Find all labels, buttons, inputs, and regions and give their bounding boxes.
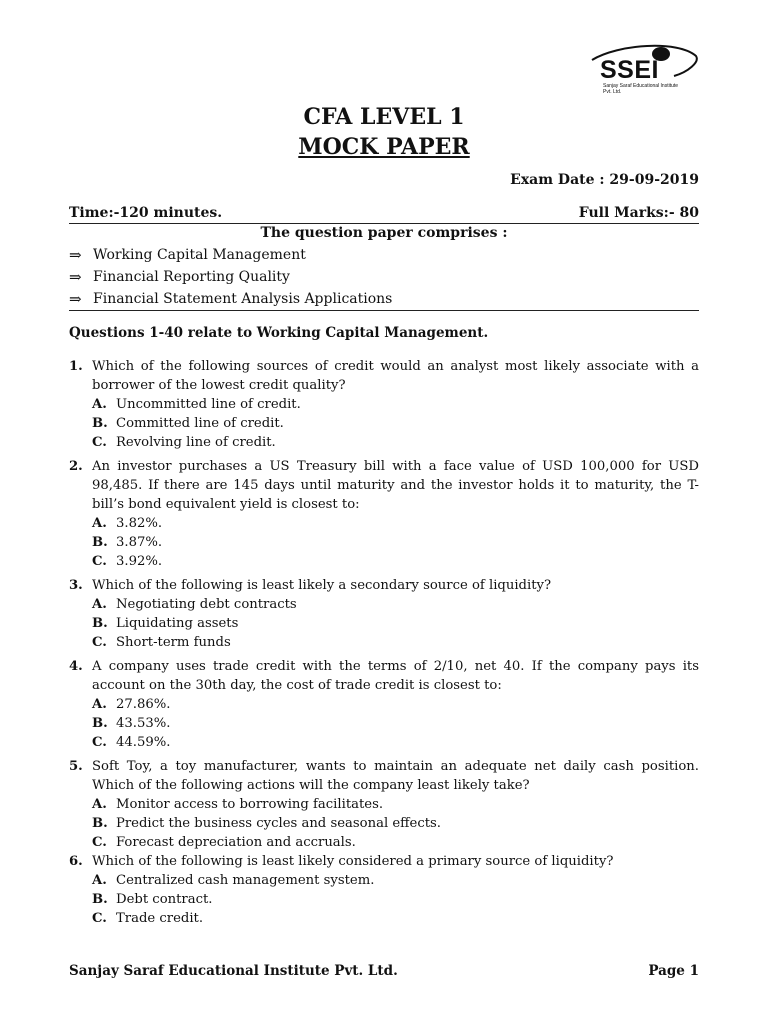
- answer-option: [92, 833, 699, 852]
- answer-option: [92, 595, 699, 614]
- option-text: 3.87%.: [116, 535, 163, 550]
- question-number: 3.: [69, 578, 83, 593]
- answer-option: [92, 552, 699, 571]
- answer-option: [92, 814, 699, 833]
- question-stem: An investor purchases a US Treasury bill with a face value of USD 100,000 for USD 98,485. If there are 145 days until maturity and the investor holds it to maturity, the T-bill’s bond equivalent yield is closest to:: [92, 459, 699, 512]
- topic-list: [69, 244, 699, 310]
- answer-option: [92, 733, 699, 752]
- question-stem: Which of the following is least likely considered a primary source of liquidity?: [92, 854, 614, 869]
- logo-subtext: Sanjay Saraf Educational Institute Pvt. Ltd.: [603, 83, 679, 95]
- option-text: Short-term funds: [116, 635, 231, 650]
- option-text: Debt contract.: [116, 892, 213, 907]
- footer-institute: Sanjay Saraf Educational Institute Pvt. Ltd.: [69, 963, 398, 979]
- section-heading: Questions 1-40 relate to Working Capital Management.: [69, 325, 489, 341]
- answer-option: [92, 695, 699, 714]
- option-text: 27.86%.: [116, 697, 171, 712]
- option-text: Liquidating assets: [116, 616, 239, 631]
- topic-item: [69, 266, 699, 288]
- option-text: 43.53%.: [116, 716, 171, 731]
- question-item: [69, 457, 699, 571]
- exam-date: Exam Date : 29-09-2019: [510, 172, 699, 188]
- option-letter: C.: [92, 554, 107, 569]
- full-marks: Full Marks:- 80: [578, 205, 699, 221]
- option-letter: C.: [92, 911, 107, 926]
- option-letter: B.: [92, 616, 108, 631]
- page-number: Page 1: [648, 963, 699, 979]
- comprises-heading: The question paper comprises :: [260, 225, 508, 241]
- answer-option: [92, 433, 699, 452]
- option-letter: C.: [92, 835, 107, 850]
- option-text: Centralized cash management system.: [116, 873, 375, 888]
- question-item: [69, 357, 699, 452]
- option-letter: C.: [92, 635, 107, 650]
- document-title: CFA LEVEL 1: [303, 104, 465, 130]
- question-list: [69, 357, 699, 928]
- topic-label: Working Capital Management: [93, 247, 306, 263]
- question-item: [69, 757, 699, 852]
- question-stem: A company uses trade credit with the terms of 2/10, net 40. If the company pays its account on the 30th day, the cost of trade credit is closest to:: [92, 659, 699, 693]
- logo-text: SSEI: [600, 56, 659, 84]
- answer-option: [92, 909, 699, 928]
- option-text: Predict the business cycles and seasonal effects.: [116, 816, 441, 831]
- double-arrow-icon: ⇒: [69, 268, 82, 286]
- topic-label: Financial Reporting Quality: [93, 269, 290, 285]
- answer-option: [92, 795, 699, 814]
- question-stem: Which of the following is least likely a secondary source of liquidity?: [92, 578, 552, 593]
- option-letter: C.: [92, 435, 107, 450]
- question-item: [69, 852, 699, 928]
- answer-option: [92, 890, 699, 909]
- option-text: Forecast depreciation and accruals.: [116, 835, 356, 850]
- topic-item: [69, 244, 699, 266]
- question-number: 6.: [69, 854, 83, 869]
- answer-option: [92, 614, 699, 633]
- answer-option: [92, 533, 699, 552]
- answer-option: [92, 395, 699, 414]
- option-text: Negotiating debt contracts: [116, 597, 297, 612]
- time-marks-bar: [69, 205, 699, 224]
- option-letter: A.: [92, 873, 107, 888]
- answer-option: [92, 633, 699, 652]
- question-item: [69, 657, 699, 752]
- option-letter: A.: [92, 516, 107, 531]
- option-letter: A.: [92, 797, 107, 812]
- topic-label: Financial Statement Analysis Applications: [93, 291, 393, 307]
- option-letter: A.: [92, 597, 107, 612]
- option-text: Revolving line of credit.: [116, 435, 276, 450]
- answer-option: [92, 514, 699, 533]
- option-text: Monitor access to borrowing facilitates.: [116, 797, 384, 812]
- question-stem: Soft Toy, a toy manufacturer, wants to maintain an adequate net daily cash position. Which of the following actions will the company least likely take?: [92, 759, 699, 793]
- option-letter: B.: [92, 816, 108, 831]
- option-text: Trade credit.: [116, 911, 204, 926]
- option-text: 3.92%.: [116, 554, 163, 569]
- option-letter: B.: [92, 716, 108, 731]
- topic-item: [69, 288, 699, 310]
- document-subtitle: MOCK PAPER: [298, 134, 470, 160]
- option-text: 44.59%.: [116, 735, 171, 750]
- divider: [69, 310, 699, 311]
- exam-time: Time:-120 minutes.: [69, 205, 223, 221]
- option-letter: B.: [92, 416, 108, 431]
- option-letter: C.: [92, 735, 107, 750]
- option-letter: B.: [92, 892, 108, 907]
- question-number: 4.: [69, 659, 83, 674]
- option-letter: B.: [92, 535, 108, 550]
- option-text: Committed line of credit.: [116, 416, 284, 431]
- answer-option: [92, 871, 699, 890]
- answer-option: [92, 414, 699, 433]
- question-number: 5.: [69, 759, 83, 774]
- option-text: Uncommitted line of credit.: [116, 397, 301, 412]
- answer-option: [92, 714, 699, 733]
- question-item: [69, 576, 699, 652]
- option-text: 3.82%.: [116, 516, 163, 531]
- question-stem: Which of the following sources of credit would an analyst most likely associate with a borrower of the lowest credit quality?: [92, 359, 699, 393]
- option-letter: A.: [92, 397, 107, 412]
- double-arrow-icon: ⇒: [69, 246, 82, 264]
- question-number: 1.: [69, 359, 83, 374]
- option-letter: A.: [92, 697, 107, 712]
- ssei-logo: [588, 42, 700, 96]
- double-arrow-icon: ⇒: [69, 290, 82, 308]
- question-number: 2.: [69, 459, 83, 474]
